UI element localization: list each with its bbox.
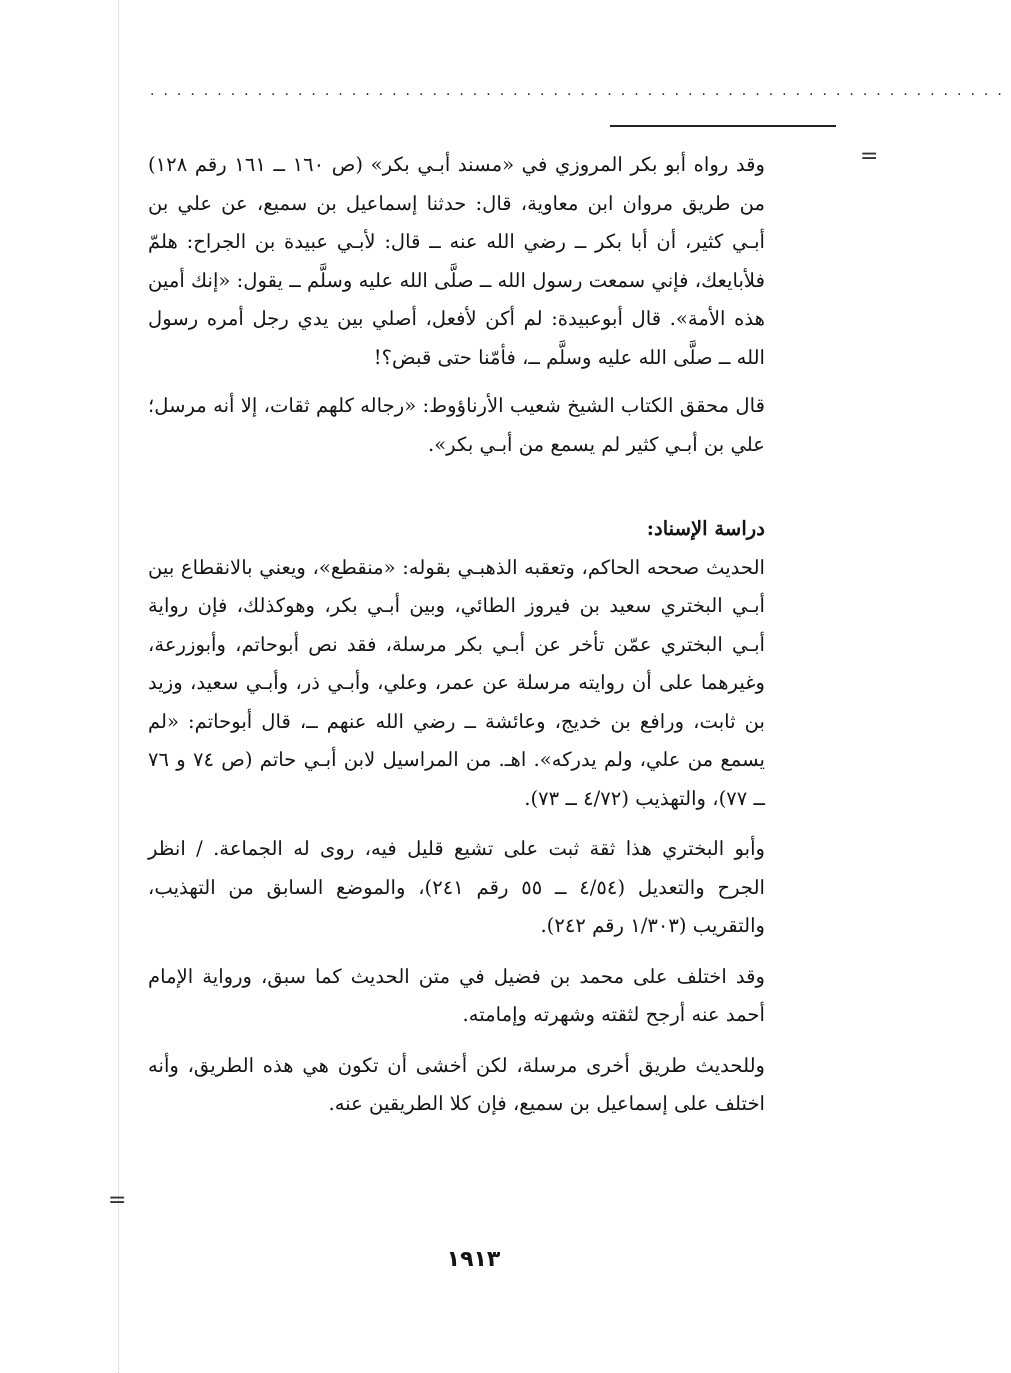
continuation-mark-bottom: = <box>108 1188 127 1213</box>
paragraph-isnad-study: الحديث صححه الحاكم، وتعقبه الذهبـي بقوله: «منقطع»، ويعني بالانقطاع بين أبـي البختري سعيد بن فيروز الطائي، وبين أبـي بكر، وهوكذلك، فإن رواية أبـي البختري عمّن تأخر عن أبـي بكر مرسلة، فقد نص أبوحاتم، وأبوزرعة، وغيرهما على أن روايته مرسلة عن عمر، وعلي، وأبـي ذر، وأبـي سعيد، وزيد بن ثابت، ورافع بن خديج، وعائشة ــ رضي الله عنهم ــ، قال أبوحاتم: «لم يسمع من علي، ولم يدركه». اهـ. من المراسيل لابن أبـي حاتم (ص ٧٤ و ٧٦ ــ ٧٧)، والتهذيب (٤/٧٢ ــ ٧٣). <box>148 555 766 810</box>
dotted-separator: ................................................................ <box>150 83 1011 99</box>
paragraph-muhammad-bin-fudail: وقد اختلف على محمد بن فضيل في متن الحديث كما سبق، ورواية الإمام أحمد عنه أرجح لثقته وشهرته وإمامته. <box>148 964 765 1026</box>
paragraph-abu-bakhtari: وأبو البختري هذا ثقة ثبت على تشيع قليل فيه، روى له الجماعة. / انظر الجرح والتعديل (٤/٥٤ ــ ٥٥ رقم ٢٤١)، والموضع السابق من التهذيب، والتقريب (١/٣٠٣ رقم ٢٤٢). <box>148 837 765 937</box>
continuation-mark-top: = <box>860 144 879 169</box>
paragraph-musnad-abi-bakr: وقد رواه أبو بكر المروزي في «مسند أبـي بكر» (ص ١٦٠ ــ ١٦١ رقم ١٢٨) من طريق مروان ابن معاوية، قال: حدثنا إسماعيل بن سميع، عن علي بن أبـي كثير، أن أبا بكر ــ رضي الله عنه ــ قال: لأبـي عبيدة بن الجراح: هلمّ فلأبايعك، فإني سمعت رسول الله ــ صلَّى الله عليه وسلَّم ــ يقول: «إنك أمين هذه الأمة». قال أبوعبيدة: لم أكن لأفعل، أصلي بين يدي رجل أمره رسول الله ــ صلَّى الله عليه وسلَّم ــ، فأمّنا حتى قبض؟! <box>148 153 766 369</box>
paragraph-mursal-route: وللحديث طريق أخرى مرسلة، لكن أخشى أن تكون هي هذه الطريق، وأنه اختلف على إسماعيل بن سميع، فإن كلا الطريقين عنه. <box>148 1053 765 1115</box>
footnote-rule <box>610 125 836 127</box>
page-body <box>148 146 765 1124</box>
page-number: ١٩١٣ <box>446 1247 501 1272</box>
paragraph-arnaut-comment: قال محقق الكتاب الشيخ شعيب الأرناؤوط: «رجاله كلهم ثقات، إلا أنه مرسل؛ علي بن أبـي كثير لم يسمع من أبـي بكر». <box>148 394 765 456</box>
section-heading-isnad: دراسة الإسناد: <box>646 517 765 540</box>
binding-margin-line <box>118 0 119 1373</box>
